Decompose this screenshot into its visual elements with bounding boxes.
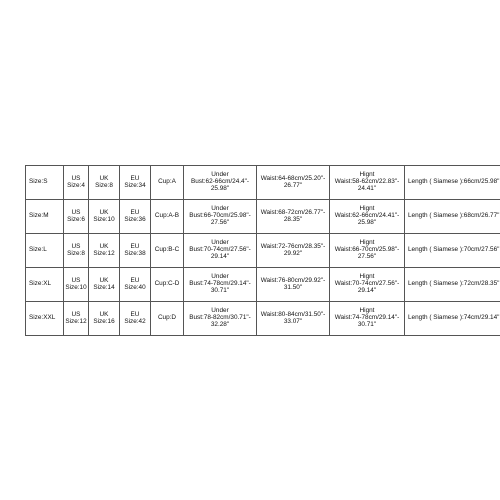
cup-cell xyxy=(151,234,184,268)
us-size-value: Size:10 xyxy=(65,283,87,291)
hight-label: Hignt xyxy=(359,273,375,281)
size-cell xyxy=(26,234,64,268)
uk-size-cell xyxy=(89,166,120,200)
under-bust-cell xyxy=(184,166,257,200)
waist-value-cont: 26.77" xyxy=(283,181,303,189)
waist-value-cont: 31.50" xyxy=(283,283,303,291)
under-bust-value: Bust:70-74cm/27.56"- xyxy=(189,246,251,254)
eu-size-value: Size:40 xyxy=(124,283,146,291)
us-size-cell xyxy=(64,268,89,302)
waist-value: Waist:76-80cm/29.92"- xyxy=(260,276,326,284)
eu-label: EU xyxy=(130,276,140,284)
eu-label: EU xyxy=(130,208,140,216)
length-value: Length ( Siamese ):68cm/26.77" xyxy=(408,212,500,220)
eu-size-value: Size:36 xyxy=(124,215,146,223)
length-cell xyxy=(405,200,500,234)
hight-waist-value-cont: 27.56" xyxy=(357,252,377,260)
length-cell xyxy=(405,234,500,268)
us-label: US xyxy=(71,174,81,182)
waist-cell xyxy=(257,268,330,302)
hight-label: Hignt xyxy=(359,171,375,179)
length-cell xyxy=(405,166,500,200)
waist-cell xyxy=(257,200,330,234)
eu-size-value: Size:34 xyxy=(124,181,146,189)
eu-label: EU xyxy=(130,242,140,250)
hight-waist-value: Waist:58-62cm/22.83"- xyxy=(334,178,400,186)
size-label: Size:XL xyxy=(29,280,52,288)
waist-value: Waist:72-76cm/28.35"- xyxy=(260,242,326,250)
eu-label: EU xyxy=(130,310,140,318)
size-cell xyxy=(26,200,64,234)
waist-cell xyxy=(257,166,330,200)
eu-size-cell xyxy=(120,302,151,336)
us-size-value: Size:12 xyxy=(65,317,87,325)
us-size-cell xyxy=(64,166,89,200)
us-size-value: Size:4 xyxy=(67,181,85,189)
uk-size-cell xyxy=(89,234,120,268)
hight-cell xyxy=(330,166,405,200)
us-label: US xyxy=(71,208,81,216)
size-cell xyxy=(26,302,64,336)
eu-size-value: Size:38 xyxy=(124,249,146,257)
cup-cell xyxy=(151,302,184,336)
uk-size-value: Size:16 xyxy=(93,317,115,325)
under-label: Under xyxy=(211,205,229,213)
us-size-value: Size:6 xyxy=(67,215,85,223)
uk-label: UK xyxy=(99,174,109,182)
waist-value: Waist:64-68cm/25.20"- xyxy=(260,174,326,182)
size-label: Size:L xyxy=(29,246,47,254)
uk-size-cell xyxy=(89,200,120,234)
eu-size-cell xyxy=(120,166,151,200)
length-value: Length ( Siamese ):74cm/29.14" xyxy=(408,314,500,322)
cup-cell xyxy=(151,268,184,302)
cup-cell xyxy=(151,166,184,200)
waist-value-cont: 33.07" xyxy=(283,317,303,325)
under-bust-cell xyxy=(184,302,257,336)
under-label: Under xyxy=(211,273,229,281)
hight-waist-value: Waist:62-66cm/24.41"- xyxy=(334,212,400,220)
hight-waist-value: Waist:66-70cm/25.98"- xyxy=(334,246,400,254)
hight-label: Hignt xyxy=(359,307,375,315)
hight-waist-value: Waist:70-74cm/27.56"- xyxy=(334,280,400,288)
length-value: Length ( Siamese ):66cm/25.98" xyxy=(408,178,500,186)
size-cell xyxy=(26,268,64,302)
under-bust-value: Bust:66-70cm/25.98"- xyxy=(189,212,251,220)
uk-label: UK xyxy=(99,310,109,318)
under-bust-value: Bust:74-78cm/29.14"- xyxy=(189,280,251,288)
length-cell xyxy=(405,302,500,336)
under-label: Under xyxy=(211,307,229,315)
under-label: Under xyxy=(211,171,229,179)
hight-waist-value-cont: 24.41" xyxy=(357,184,377,192)
waist-cell xyxy=(257,302,330,336)
uk-size-value: Size:10 xyxy=(93,215,115,223)
us-size-value: Size:8 xyxy=(67,249,85,257)
cup-value: Cup:A xyxy=(158,178,176,186)
size-label: Size:XXL xyxy=(29,314,56,322)
us-size-cell xyxy=(64,200,89,234)
hight-waist-value-cont: 29.14" xyxy=(357,286,377,294)
cup-value: Cup:A-B xyxy=(154,212,180,220)
waist-cell xyxy=(257,234,330,268)
us-label: US xyxy=(71,276,81,284)
hight-cell xyxy=(330,200,405,234)
under-bust-cell xyxy=(184,200,257,234)
table-row xyxy=(26,302,500,336)
waist-value-cont: 29.92" xyxy=(283,249,303,257)
length-value: Length ( Siamese ):70cm/27.56" xyxy=(408,246,500,254)
size-label: Size:S xyxy=(29,178,48,186)
eu-size-cell xyxy=(120,268,151,302)
table-row xyxy=(26,234,500,268)
cup-cell xyxy=(151,200,184,234)
cup-value: Cup:B-C xyxy=(154,246,180,254)
length-value: Length ( Siamese ):72cm/28.35" xyxy=(408,280,500,288)
uk-size-value: Size:14 xyxy=(93,283,115,291)
uk-label: UK xyxy=(99,208,109,216)
waist-value: Waist:80-84cm/31.50"- xyxy=(260,310,326,318)
under-bust-value: Bust:78-82cm/30.71"- xyxy=(189,314,251,322)
waist-value: Waist:68-72cm/26.77"- xyxy=(260,208,326,216)
under-bust-value-cont: 27.56" xyxy=(210,218,230,226)
under-bust-value-cont: 32.28" xyxy=(210,320,230,328)
uk-size-cell xyxy=(89,268,120,302)
hight-label: Hignt xyxy=(359,239,375,247)
hight-cell xyxy=(330,302,405,336)
size-chart-table xyxy=(25,165,500,336)
uk-size-value: Size:12 xyxy=(93,249,115,257)
eu-label: EU xyxy=(130,174,140,182)
cup-value: Cup:D xyxy=(157,314,177,322)
hight-waist-value-cont: 25.98" xyxy=(357,218,377,226)
hight-waist-value-cont: 30.71" xyxy=(357,320,377,328)
uk-label: UK xyxy=(99,276,109,284)
us-size-cell xyxy=(64,234,89,268)
under-label: Under xyxy=(211,239,229,247)
cup-value: Cup:C-D xyxy=(154,280,180,288)
hight-cell xyxy=(330,268,405,302)
size-cell xyxy=(26,166,64,200)
us-size-cell xyxy=(64,302,89,336)
eu-size-cell xyxy=(120,200,151,234)
us-label: US xyxy=(71,310,81,318)
hight-cell xyxy=(330,234,405,268)
under-bust-value: Bust:62-66cm/24.4"- xyxy=(190,178,250,186)
us-label: US xyxy=(71,242,81,250)
length-cell xyxy=(405,268,500,302)
hight-waist-value: Waist:74-78cm/29.14"- xyxy=(334,314,400,322)
eu-size-value: Size:42 xyxy=(124,317,146,325)
under-bust-cell xyxy=(184,268,257,302)
under-bust-value-cont: 30.71" xyxy=(210,286,230,294)
under-bust-cell xyxy=(184,234,257,268)
uk-size-value: Size:8 xyxy=(95,181,113,189)
uk-size-cell xyxy=(89,302,120,336)
table-row xyxy=(26,268,500,302)
table-row xyxy=(26,200,500,234)
uk-label: UK xyxy=(99,242,109,250)
eu-size-cell xyxy=(120,234,151,268)
hight-label: Hignt xyxy=(359,205,375,213)
under-bust-value-cont: 25.98" xyxy=(210,184,230,192)
waist-value-cont: 28.35" xyxy=(283,215,303,223)
under-bust-value-cont: 29.14" xyxy=(210,252,230,260)
table-row xyxy=(26,166,500,200)
size-label: Size:M xyxy=(29,212,49,220)
